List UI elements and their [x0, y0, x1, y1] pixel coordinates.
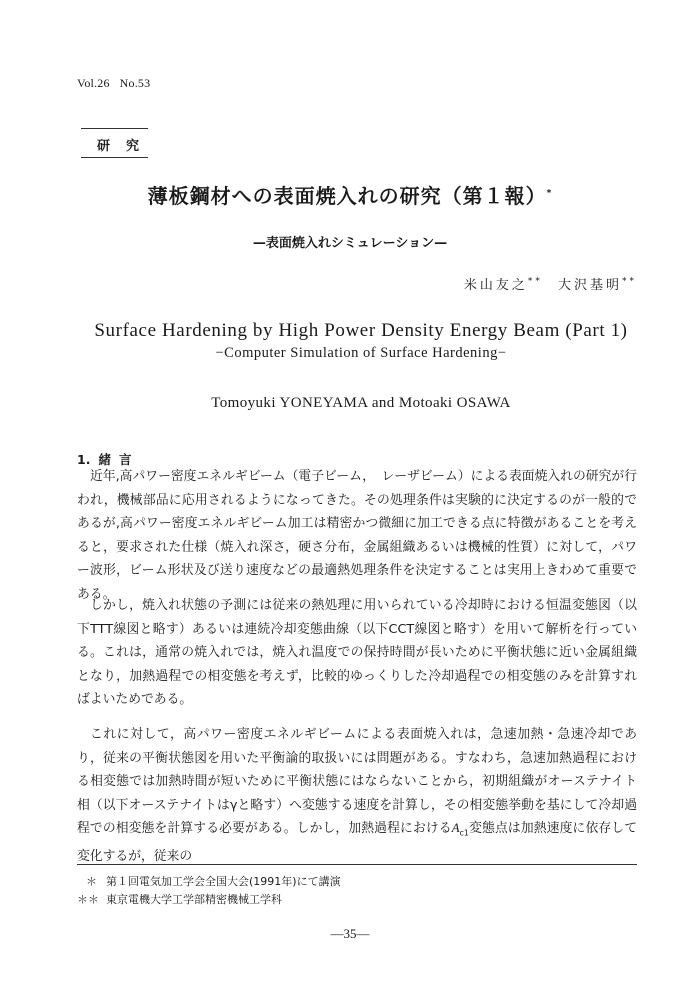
- category-label: 研究: [97, 139, 156, 154]
- page-number: —35—: [330, 926, 370, 941]
- section-number: 1.: [77, 452, 91, 467]
- author-mark: **: [622, 276, 637, 287]
- footnote-text: 第１回電気加工学会全国大会(1991年)にて講演: [106, 875, 341, 888]
- issue-number: No.53: [119, 76, 151, 90]
- paragraph-text: [77, 723, 637, 869]
- footnote-text: 東京電機大学工学部精密機械工学科: [106, 893, 282, 906]
- paper-subtitle: —表面焼入れシミュレーション—: [252, 236, 448, 251]
- category-rule-bottom: [81, 157, 148, 158]
- footnote-rule: [77, 864, 637, 865]
- footnote-mark: ＊＊: [77, 893, 99, 906]
- title-text: 薄板鋼材への表面焼入れの研究（第１報）: [147, 184, 547, 208]
- variable-a: A: [451, 821, 460, 835]
- category-rule-top: [81, 128, 148, 129]
- title-footnote-mark: *: [546, 188, 553, 199]
- author-name: 米山友之: [463, 278, 528, 293]
- footnote: [86, 873, 341, 889]
- section-title: 緒言: [98, 452, 140, 467]
- volume-info: [77, 76, 150, 91]
- english-title: Surface Hardening by High Power Density Energy Beam (Part 1): [94, 320, 628, 341]
- footnote: [77, 891, 282, 907]
- paragraph: [77, 723, 637, 869]
- authors-japanese: [464, 274, 637, 293]
- paper-title: [0, 180, 700, 209]
- volume: Vol.26: [77, 76, 110, 90]
- paragraph: [77, 465, 637, 606]
- english-subtitle: −Computer Simulation of Surface Hardening−: [215, 345, 507, 361]
- paragraph-text: 近年,高パワー密度エネルギビーム（電子ビーム， レーザビーム）による表面焼入れの研究が行われ，機械部品に応用されるようになってきた。その処理条件は実験的に決定するのが一般的であるが,高パワー密度エネルギビーム加工は精密かつ微細に加工できる点に特徴があることを考えると，要求された仕様（焼入れ深さ，硬さ分布，金属組織あるいは機械的性質）に対して，パワー波形，ビーム形状及び送り速度などの最適熱処理条件を決定することは実用上きわめて重要である。: [77, 469, 637, 602]
- author-mark: **: [527, 276, 543, 287]
- authors-english: Tomoyuki YONEYAMA and Motoaki OSAWA: [211, 395, 511, 411]
- paragraph-text-part: 変態点は加熱速度に依存して変化するが，従来の: [77, 821, 638, 865]
- author-name: 大沢基明: [557, 278, 622, 293]
- paragraph: [77, 594, 637, 712]
- variable-subscript: c1: [459, 828, 470, 838]
- paragraph-text: しかし，焼入れ状態の予測には従来の熱処理に用いられている冷却時における恒温変態図（以下TTT線図と略す）あるいは連続冷却変態曲線（以下CCT線図と略す）を用いて解析を行っている。これは，通常の焼入れでは，焼入れ温度での保持時間が長いために平衡状態に近い金属組織となり，加熱過程での相変態を考えず，比較的ゆっくりした冷却過程での相変態のみを計算すればよいためである。: [77, 598, 638, 707]
- paragraph-text-part: これに対して，高パワー密度エネルギビームによる表面焼入れは，急速加熱・急速冷却であり，従来の平衡状態図を用いた平衡論的取扱いには問題がある。すなわち，急速加熱過程における相変態では加熱時間が短いために平衡状態にはならないことから，初期組織がオーステナイト相（以下オーステナイトはγと略す）へ変態する速度を計算し，その相変態挙動を基にして冷却過程での相変態を計算する必要がある。しかし，加熱過程における: [77, 727, 637, 836]
- footnote-mark: ＊: [86, 875, 97, 888]
